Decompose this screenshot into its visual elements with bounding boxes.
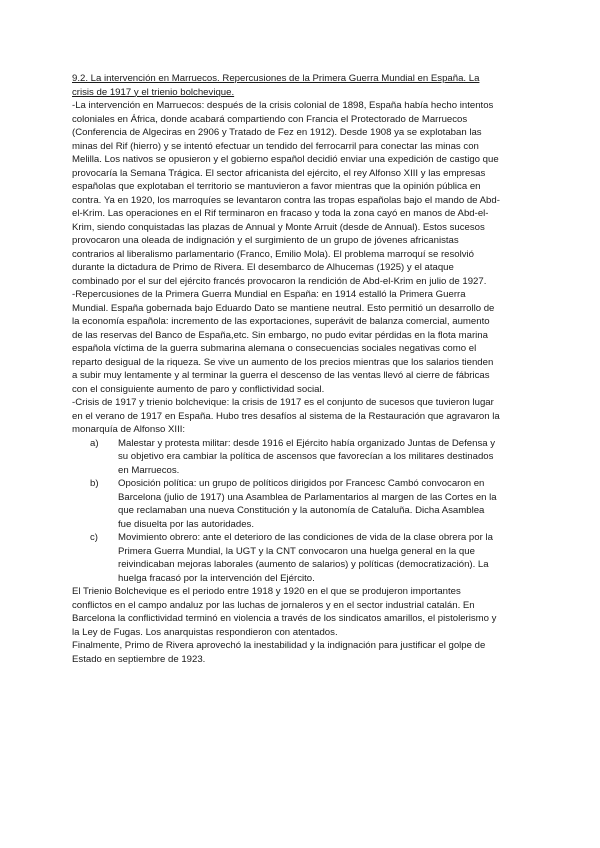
list-item [72, 531, 500, 585]
page-title: 9.2. La intervención en Marruecos. Repercusiones de la Primera Guerra Mundial en España. La crisis de 1917 y el trienio bolchevique. [72, 73, 480, 98]
list-item-text: Malestar y protesta militar: desde 1916 el Ejército había organizado Juntas de Defensa y su objetivo era cambiar la política de ascensos que favorecían a los militares destinados en Marruecos. [118, 437, 496, 476]
paragraph-trienio: El Trienio Bolchevique es el periodo entre 1918 y 1920 en el que se produjeron importantes conflictos en el campo andaluz por las luchas de jornaleros y en el sector industrial catalán. En Barcelona la conflictividad terminó en violencia a través de los sindicatos amarillos, el pistolerismo y la Ley de Fugas. Los anarquistas respondieron con atentados. [72, 586, 497, 638]
list-item-text: Oposición política: un grupo de políticos dirigidos por Francesc Cambó convocaron en Barcelona (julio de 1917) una Asamblea de Parlamentarios al margen de las Cortes en la que reclamaban una nueva Constitución y la autonomía de Cataluña. Dicha Asamblea fue disuelta por las autoridades. [118, 478, 497, 530]
list-marker: c) [90, 532, 98, 543]
paragraph-marruecos: -La intervención en Marruecos: después de la crisis colonial de 1898, España había hecho intentos coloniales en África, donde acabará compartiendo con Francia el Protectorado de Marruecos (Conferencia de Algeciras en 2906 y Tratado de Fez en 1912). Desde 1908 ya se explotaban las minas del Rif (hierro) y se intentó efectuar un tendido del ferrocarril para conectar las minas con Melilla. Los nativos se opusieron y el gobierno español decidió enviar una expedición de castigo que provocaría la Semana Trágica. El sector africanista del ejército, el rey Alfonso XIII y las empresas españolas que explotaban el territorio se mantuvieron a favor mientras que la opinión pública en contra. Ya en 1920, los marroquíes se levantaron contra las tropas españolas bajo el mando de Abd-el-Krim. Las operaciones en el Rif terminaron en fracaso y toda la zona cayó en manos de Abd-el-Krim, siendo conquistadas las plazas de Annual y Monte Arruit (desde de Annual). Estos sucesos provocaron una oleada de indignación y el surgimiento de un grupo de jóvenes africanistas contrarios al liberalismo parlamentario (Franco, Emilio Mola). El problema marroquí se resolvió durante la dictadura de Primo de Rivera. El desembarco de Alhucemas (1925) y el ataque combinado por el sur del ejército francés provocaron la rendición de Abd-el-Krim en julio de 1927. [72, 100, 500, 287]
desafios-list [72, 437, 500, 586]
list-item [72, 437, 500, 478]
list-item-text: Movimiento obrero: ante el deterioro de las condiciones de vida de la clase obrera por la Primera Guerra Mundial, la UGT y la CNT convocaron una huelga general en la que reivindicaban mejoras laborales (aumento de salarios) y políticas (democratización). La huelga fracasó por la intervención del Ejército. [118, 532, 493, 584]
list-marker: a) [90, 437, 99, 449]
paragraph-conclusion: Finalmente, Primo de Rivera aprovechó la inestabilidad y la indignación para justificar el golpe de Estado en septiembre de 1923. [72, 640, 486, 665]
list-item [72, 477, 500, 531]
paragraph-primera-guerra: -Repercusiones de la Primera Guerra Mundial en España: en 1914 estalló la Primera Guerra Mundial. España gobernada bajo Eduardo Dato se mantiene neutral. Esto permitió un desarrollo de la economía española: incremento de las exportaciones, superávit de balanza comercial, aumento de las reservas del Banco de España,etc. Sin embargo, no pudo evitar pérdidas en la flota marina española víctima de la guerra submarina alemana o consecuencias sociales negativas como el reparto desigual de la riqueza. Se vive un aumento de los precios mientras que los salarios tienden a subir muy lentamente y al terminar la guerra el descenso de las ventas llevó al cierre de fábricas con el consiguiente aumento de paro y conflictividad social. [72, 289, 495, 395]
list-marker: b) [90, 478, 99, 489]
paragraph-crisis-1917: -Crisis de 1917 y trienio bolchevique: la crisis de 1917 es el conjunto de sucesos que tuvieron lugar en el verano de 1917 en España. Hubo tres desafíos al sistema de la Restauración que agravaron la monarquía de Alfonso XIII: [72, 397, 500, 435]
document-page [72, 72, 500, 666]
